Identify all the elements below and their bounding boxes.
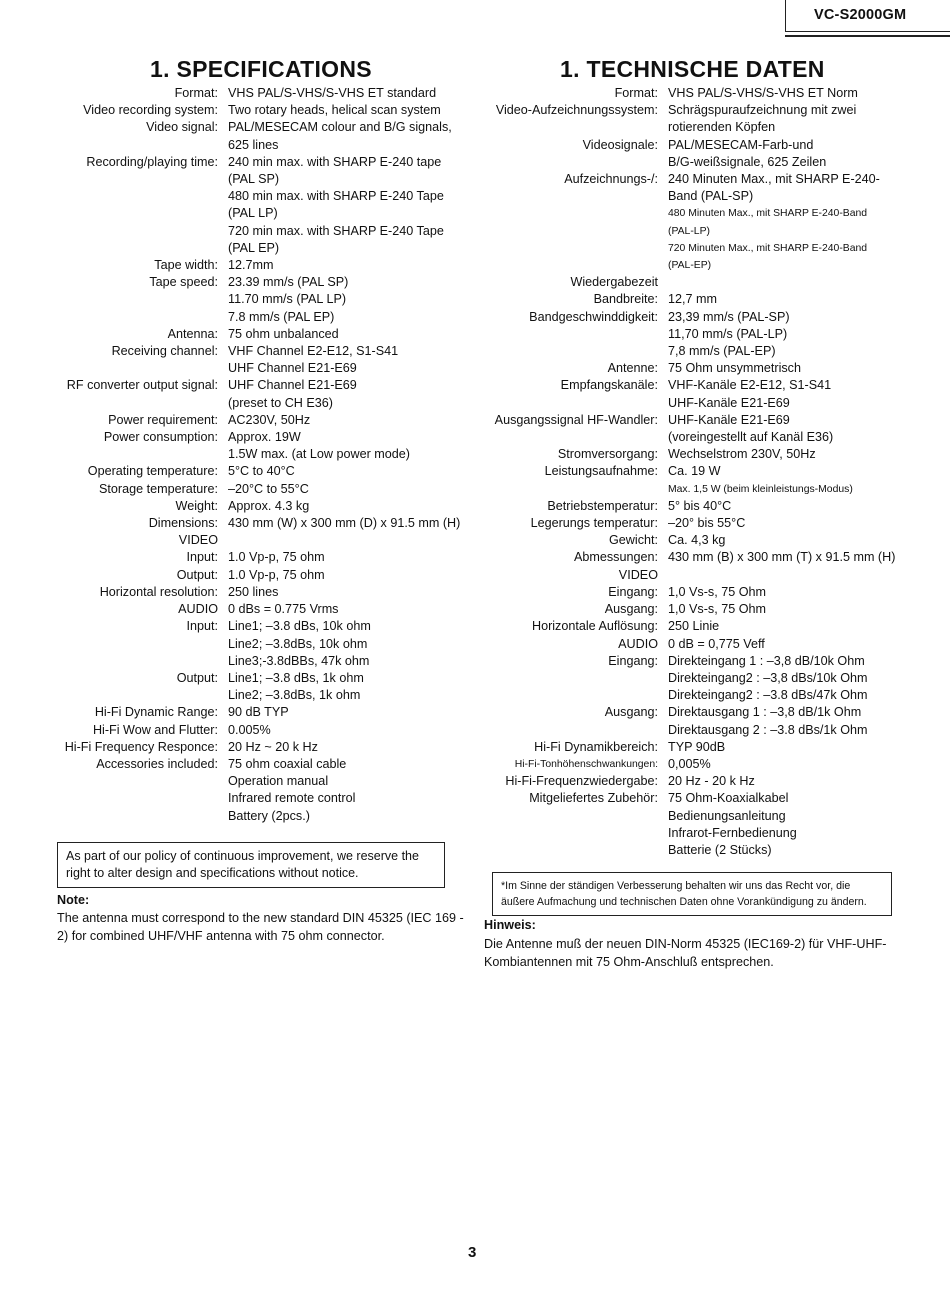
spec-value: Direktausgang 1 : –3,8 dB/1k Ohm (668, 705, 862, 720)
spec-row (470, 704, 895, 721)
spec-row (470, 274, 895, 291)
spec-row (30, 309, 460, 326)
spec-row (30, 756, 460, 773)
spec-label (470, 481, 658, 498)
spec-value: Bedienungsanleitung (668, 808, 786, 823)
spec-value: 12,7 mm (668, 292, 717, 307)
spec-value: Ca. 19 W (668, 464, 721, 479)
spec-value: 0,005% (668, 756, 711, 771)
spec-label (470, 722, 658, 739)
spec-label: Wiedergabezeit (570, 275, 658, 290)
spec-label (30, 790, 218, 807)
spec-row (470, 446, 895, 463)
spec-row (470, 739, 895, 756)
spec-row (470, 636, 895, 653)
spec-value: 11.70 mm/s (PAL LP) (228, 292, 347, 307)
spec-label: Video-Aufzeichnungssystem: (495, 103, 658, 118)
spec-label: Antenna: (167, 326, 218, 341)
spec-label: Leistungsaufnahme: (544, 464, 658, 479)
spec-value: 240 min max. with SHARP E-240 tape (228, 154, 442, 169)
spec-label (30, 446, 218, 463)
spec-value: 7.8 mm/s (PAL EP) (228, 309, 335, 324)
spec-label: Accessories included: (96, 756, 218, 771)
spec-value: Direkteingang2 : –3,8 dBs/10k Ohm (668, 670, 868, 685)
spec-row (470, 567, 895, 584)
spec-value: VHF-Kanäle E2-E12, S1-S41 (668, 378, 832, 393)
spec-value: Line1; –3.8 dBs, 1k ohm (228, 670, 364, 685)
spec-value: (PAL SP) (228, 172, 280, 187)
spec-row (30, 601, 460, 618)
spec-label: Abmessungen: (573, 550, 658, 565)
spec-row (470, 137, 895, 154)
spec-value: 0 dB = 0,775 Veff (668, 636, 765, 651)
spec-row (30, 102, 460, 119)
spec-row (30, 85, 460, 102)
spec-value: VHS PAL/S-VHS/S-VHS ET standard (228, 86, 437, 100)
spec-label: Horizontale Auflösung: (531, 619, 658, 634)
spec-label: Stromversorgang: (557, 447, 658, 462)
spec-row (30, 360, 460, 377)
spec-row (30, 205, 460, 222)
spec-value: Line1; –3.8 dBs, 10k ohm (228, 619, 371, 634)
spec-row (30, 412, 460, 429)
spec-value: (PAL-LP) (668, 225, 710, 237)
spec-value: (PAL LP) (228, 206, 278, 221)
spec-label (470, 429, 658, 446)
spec-value: 720 Minuten Max., mit SHARP E-240-Band (668, 242, 868, 254)
spec-label: RF converter output signal: (66, 378, 218, 393)
spec-value: UHF Channel E21-E69 (228, 378, 357, 393)
spec-row (30, 670, 460, 687)
spec-row (30, 515, 460, 532)
spec-value: 75 Ohm-Koaxialkabel (668, 791, 789, 806)
spec-row (30, 653, 460, 670)
spec-value: 240 Minuten Max., mit SHARP E-240- (668, 172, 880, 187)
spec-label: Mitgeliefertes Zubehör: (529, 791, 658, 806)
spec-value: 12.7mm (228, 258, 274, 273)
spec-row (470, 205, 895, 222)
spec-label (470, 188, 658, 205)
spec-row (470, 687, 895, 704)
spec-value: 75 ohm coaxial cable (228, 756, 347, 771)
spec-value: 250 lines (228, 584, 279, 599)
spec-value: 0 dBs = 0.775 Vrms (228, 602, 339, 617)
spec-label: Video signal: (146, 120, 218, 135)
spec-row (30, 790, 460, 807)
spec-row (30, 429, 460, 446)
spec-label (30, 360, 218, 377)
spec-label: VIDEO (618, 567, 658, 582)
spec-label: Ausgang: (604, 602, 658, 617)
spec-label (30, 291, 218, 308)
spec-row (470, 377, 895, 394)
spec-value: B/G-weißsignale, 625 Zeilen (668, 154, 827, 169)
spec-label (470, 808, 658, 825)
spec-label: Operating temperature: (87, 464, 218, 479)
spec-label: Videosignale: (582, 137, 658, 152)
spec-label: AUDIO (618, 636, 658, 651)
spec-label: Hi-Fi Dynamic Range: (94, 705, 218, 720)
spec-value: (PAL EP) (228, 240, 280, 255)
spec-row (470, 360, 895, 377)
spec-value: 23.39 mm/s (PAL SP) (228, 275, 349, 290)
spec-label: Aufzeichnungs-/: (564, 172, 658, 187)
spec-value: Operation manual (228, 774, 329, 789)
spec-value: Batterie (2 Stücks) (668, 842, 772, 857)
spec-value: 1.5W max. (at Low power mode) (228, 447, 410, 462)
spec-label (470, 257, 658, 274)
spec-label: Weight: (175, 498, 218, 513)
spec-label (30, 808, 218, 825)
spec-label: Horizontal resolution: (99, 584, 218, 599)
spec-value: UHF-Kanäle E21-E69 (668, 395, 790, 410)
spec-label (30, 395, 218, 412)
spec-label: Input: (186, 550, 218, 565)
spec-label: Hi-Fi Dynamikbereich: (534, 739, 658, 754)
english-notice: As part of our policy of continuous improvement, we reserve the right to alter design and specifications without notice. (57, 842, 445, 888)
spec-row (470, 343, 895, 360)
spec-row (470, 790, 895, 807)
spec-label (470, 154, 658, 171)
spec-label (470, 670, 658, 687)
english-note-text: The antenna must correspond to the new standard DIN 45325 (IEC 169 - 2) for combined UHF/VHF antenna with 75 ohm connector. (57, 911, 464, 943)
spec-label (470, 343, 658, 360)
spec-value: 625 lines (228, 137, 279, 152)
spec-label: Ausgangssignal HF-Wandler: (494, 412, 658, 427)
spec-label: Power consumption: (103, 430, 218, 445)
spec-value: Infrared remote control (228, 791, 356, 806)
spec-label (470, 687, 658, 704)
spec-value: rotierenden Köpfen (668, 120, 776, 135)
spec-value: 480 Minuten Max., mit SHARP E-240-Band (668, 208, 868, 220)
spec-label (30, 188, 218, 205)
spec-label: Format: (614, 86, 658, 100)
spec-row (30, 446, 460, 463)
spec-row (30, 481, 460, 498)
spec-row (30, 636, 460, 653)
spec-row (470, 532, 895, 549)
spec-row (470, 291, 895, 308)
spec-value: 0.005% (228, 722, 271, 737)
spec-row (30, 498, 460, 515)
spec-label: Format: (174, 86, 218, 100)
spec-row (470, 326, 895, 343)
english-note-heading: Note: (57, 893, 90, 907)
spec-value: (preset to CH E36) (228, 395, 333, 410)
spec-value: 1,0 Vs-s, 75 Ohm (668, 602, 766, 617)
spec-value: Band (PAL-SP) (668, 189, 754, 204)
spec-label (30, 223, 218, 240)
spec-row (30, 223, 460, 240)
spec-value: Two rotary heads, helical scan system (228, 103, 441, 118)
spec-label: Empfangskanäle: (560, 378, 658, 393)
spec-label: Hi-Fi Frequency Responce: (64, 739, 218, 754)
spec-value: 5°C to 40°C (228, 464, 295, 479)
spec-value: Schrägspuraufzeichnung mit zwei (668, 103, 857, 118)
spec-label: VIDEO (178, 533, 218, 548)
spec-label (30, 171, 218, 188)
spec-value: –20°C to 55°C (228, 481, 309, 496)
spec-value: 23,39 mm/s (PAL-SP) (668, 309, 790, 324)
spec-row (470, 240, 895, 257)
spec-label (30, 240, 218, 257)
spec-row (470, 257, 895, 274)
spec-label: Gewicht: (609, 533, 658, 548)
model-number: VC-S2000GM (814, 7, 907, 23)
spec-row (470, 85, 895, 102)
spec-label: Receiving channel: (111, 344, 218, 359)
spec-row (470, 808, 895, 825)
spec-value (658, 274, 668, 291)
spec-label (470, 223, 658, 240)
spec-row (470, 223, 895, 240)
spec-row (30, 395, 460, 412)
spec-value: 480 min max. with SHARP E-240 Tape (228, 189, 444, 204)
spec-row (470, 481, 895, 498)
spec-row (470, 618, 895, 635)
spec-value (658, 567, 668, 584)
spec-label (30, 309, 218, 326)
spec-label: Storage temperature: (98, 481, 218, 496)
spec-row (30, 257, 460, 274)
spec-row (30, 274, 460, 291)
spec-value: Direktausgang 2 : –3.8 dBs/1k Ohm (668, 722, 868, 737)
spec-value: 7,8 mm/s (PAL-EP) (668, 344, 776, 359)
spec-label (30, 653, 218, 670)
spec-value: Approx. 4.3 kg (228, 498, 310, 513)
spec-label: Output: (176, 670, 218, 685)
spec-row (30, 618, 460, 635)
spec-value: 75 Ohm unsymmetrisch (668, 361, 801, 376)
spec-row (470, 463, 895, 480)
spec-row (30, 240, 460, 257)
spec-label: Video recording system: (83, 103, 218, 118)
spec-row (30, 704, 460, 721)
spec-row (470, 154, 895, 171)
spec-label (470, 825, 658, 842)
spec-label (30, 137, 218, 154)
spec-row (470, 601, 895, 618)
english-spec-list (30, 85, 460, 825)
spec-value: 5° bis 40°C (668, 498, 732, 513)
spec-label: Dimensions: (148, 516, 218, 531)
spec-label: Bandgeschwinddigkeit: (529, 309, 658, 324)
spec-label: Betriebstemperatur: (547, 498, 658, 513)
spec-row (30, 584, 460, 601)
spec-value: 1.0 Vp-p, 75 ohm (228, 567, 325, 582)
spec-row (30, 549, 460, 566)
spec-label: Tape width: (154, 258, 218, 273)
german-spec-list (470, 85, 895, 859)
spec-label: Power requirement: (108, 412, 218, 427)
spec-row (30, 137, 460, 154)
spec-value: 430 mm (B) x 300 mm (T) x 91.5 mm (H) (668, 550, 896, 565)
spec-value (218, 532, 228, 549)
spec-value: Wechselstrom 230V, 50Hz (668, 447, 816, 462)
spec-value: 1,0 Vs-s, 75 Ohm (668, 584, 766, 599)
spec-value: Line2; –3.8dBs, 1k ohm (228, 688, 361, 703)
spec-row (470, 119, 895, 136)
spec-row (30, 722, 460, 739)
spec-value: Direkteingang 1 : –3,8 dB/10k Ohm (668, 653, 865, 668)
spec-label: Hi-Fi-Frequenzwiedergabe: (505, 774, 658, 789)
spec-row (30, 171, 460, 188)
spec-value: UHF Channel E21-E69 (228, 361, 357, 376)
spec-row (470, 842, 895, 859)
spec-value: 20 Hz - 20 k Hz (668, 774, 755, 789)
spec-label: Hi-Fi-Tonhöhenschwankungen: (514, 758, 658, 770)
spec-label: Eingang: (608, 584, 658, 599)
spec-label: Legerungs temperatur: (530, 516, 658, 531)
spec-value: VHS PAL/S-VHS/S-VHS ET Norm (668, 86, 858, 100)
spec-row (30, 773, 460, 790)
spec-label: Bandbreite: (593, 292, 658, 307)
german-notice: *Im Sinne der ständigen Verbesserung behalten wir uns das Recht vor, die äußere Aufmachung und technischen Daten ohne Vorankündigung zu ändern. (492, 872, 892, 916)
spec-value: 75 ohm unbalanced (228, 326, 339, 341)
spec-value: Approx. 19W (228, 430, 301, 445)
spec-value: AC230V, 50Hz (228, 412, 311, 427)
spec-row (30, 377, 460, 394)
spec-value: PAL/MESECAM colour and B/G signals, (228, 120, 452, 135)
spec-label (30, 636, 218, 653)
spec-row (30, 291, 460, 308)
spec-value: UHF-Kanäle E21-E69 (668, 412, 790, 427)
spec-value: (voreingestellt auf Kanäl E36) (668, 430, 834, 445)
spec-row (470, 309, 895, 326)
spec-value: –20° bis 55°C (668, 516, 746, 531)
german-note-text: Die Antenne muß der neuen DIN-Norm 45325 (IEC169-2) für VHF-UHF-Kombiantennen mit 75 Ohm-Anschluß entsprechen. (484, 937, 887, 969)
spec-label: AUDIO (178, 602, 218, 617)
spec-row (470, 188, 895, 205)
spec-label: Ausgang: (604, 705, 658, 720)
english-title: 1. SPECIFICATIONS (150, 56, 372, 82)
spec-value: 720 min max. with SHARP E-240 Tape (228, 223, 444, 238)
spec-value: VHF Channel E2-E12, S1-S41 (228, 344, 399, 359)
spec-row (30, 463, 460, 480)
spec-label: Output: (176, 567, 218, 582)
spec-row (470, 756, 895, 773)
spec-value: Ca. 4,3 kg (668, 533, 726, 548)
spec-label: Recording/playing time: (86, 154, 218, 169)
spec-row (470, 653, 895, 670)
spec-label: Antenne: (607, 361, 658, 376)
spec-row (30, 532, 460, 549)
spec-row (470, 722, 895, 739)
spec-row (470, 825, 895, 842)
spec-label (470, 205, 658, 222)
spec-row (470, 549, 895, 566)
spec-row (470, 584, 895, 601)
spec-label (470, 842, 658, 859)
spec-label (470, 119, 658, 136)
spec-value: 11,70 mm/s (PAL-LP) (668, 326, 788, 341)
spec-row (30, 326, 460, 343)
spec-value: (PAL-EP) (668, 260, 712, 272)
spec-row (30, 567, 460, 584)
spec-label (30, 773, 218, 790)
spec-label: Tape speed: (149, 275, 218, 290)
spec-label (470, 326, 658, 343)
spec-row (30, 739, 460, 756)
spec-value: 1.0 Vp-p, 75 ohm (228, 550, 325, 565)
spec-value: TYP 90dB (668, 739, 726, 754)
spec-row (470, 773, 895, 790)
spec-row (470, 412, 895, 429)
spec-row (30, 188, 460, 205)
spec-label: Hi-Fi Wow and Flutter: (92, 722, 218, 737)
spec-value: 430 mm (W) x 300 mm (D) x 91.5 mm (H) (228, 516, 461, 531)
spec-label (470, 240, 658, 257)
spec-value: Line2; –3.8dBs, 10k ohm (228, 636, 368, 651)
spec-value: Direkteingang2 : –3.8 dBs/47k Ohm (668, 688, 868, 703)
spec-value: 250 Linie (668, 619, 720, 634)
spec-row (470, 498, 895, 515)
spec-value: Infrarot-Fernbedienung (668, 825, 797, 840)
spec-row (30, 154, 460, 171)
spec-row (30, 119, 460, 136)
spec-value: Line3;-3.8dBBs, 47k ohm (228, 653, 370, 668)
spec-row (470, 102, 895, 119)
header-rule (785, 35, 950, 37)
spec-value: 90 dB TYP (228, 705, 289, 720)
spec-row (30, 808, 460, 825)
spec-value: Battery (2pcs.) (228, 808, 310, 823)
spec-row (30, 687, 460, 704)
spec-label: Input: (186, 619, 218, 634)
spec-value: PAL/MESECAM-Farb-und (668, 137, 814, 152)
spec-row (470, 670, 895, 687)
page-number: 3 (468, 1244, 477, 1261)
spec-label (30, 687, 218, 704)
spec-row (470, 429, 895, 446)
spec-label: Eingang: (608, 653, 658, 668)
spec-value: Max. 1,5 W (beim kleinleistungs-Modus) (668, 483, 853, 495)
spec-row (470, 171, 895, 188)
german-note-heading: Hinweis: (484, 918, 536, 932)
spec-label (470, 395, 658, 412)
spec-row (30, 343, 460, 360)
spec-row (470, 395, 895, 412)
spec-value: 20 Hz ~ 20 k Hz (228, 739, 318, 754)
german-title: 1. TECHNISCHE DATEN (560, 56, 825, 82)
spec-row (470, 515, 895, 532)
spec-label (30, 205, 218, 222)
